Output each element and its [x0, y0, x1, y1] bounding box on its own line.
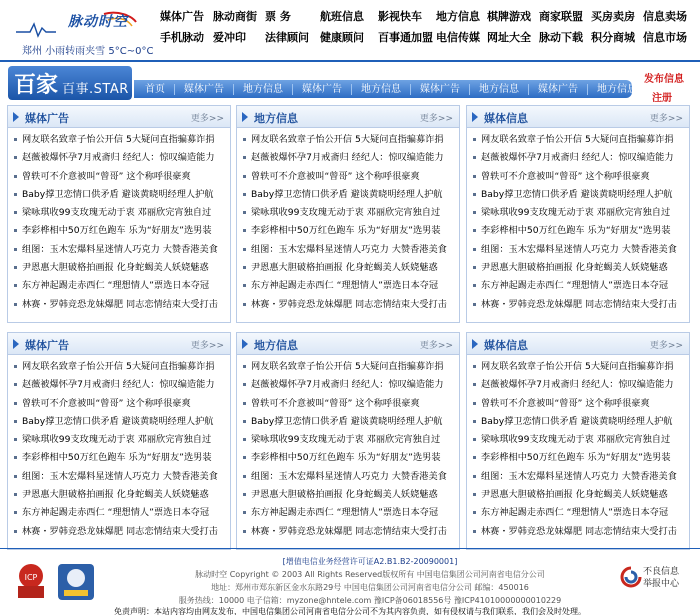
news-item[interactable] [473, 468, 683, 486]
bullet-icon [14, 420, 17, 423]
triangle-icon [13, 112, 19, 122]
triangle-icon [13, 339, 19, 349]
news-item[interactable] [243, 376, 453, 394]
news-item[interactable] [243, 395, 453, 413]
bullet-icon [14, 138, 17, 141]
news-item-text: 曾轶可不介意被叫“曾哥” 这个称呼很豪爽 [22, 170, 191, 182]
bullet-icon [243, 511, 246, 514]
brand-nav-item[interactable]: 地方信息 [470, 84, 529, 95]
news-item[interactable] [243, 204, 453, 222]
bullet-icon [473, 383, 476, 386]
news-item[interactable] [243, 523, 453, 541]
news-item[interactable] [243, 149, 453, 167]
news-item[interactable] [14, 131, 224, 149]
news-item-text: 东方神起踢走赤西仁 “理想情人”票选日本夺冠 [481, 507, 669, 519]
news-item[interactable] [473, 486, 683, 504]
bullet-icon [473, 493, 476, 496]
news-item-text: 组图：玉木宏爆料星迷情人巧克力 大赞香港美食 [481, 243, 677, 255]
news-item[interactable] [243, 504, 453, 522]
news-item[interactable] [243, 131, 453, 149]
news-item[interactable] [14, 376, 224, 394]
news-item[interactable] [243, 468, 453, 486]
news-item-text: 东方神起踢走赤西仁 “理想情人”票选日本夺冠 [22, 280, 210, 292]
news-item-text: Baby撑卫恋情口供矛盾 避谈黄晓明经理人护航 [251, 188, 443, 200]
more-link[interactable]: 更多>> [419, 114, 453, 124]
news-item[interactable] [14, 277, 224, 295]
footer-address: 地址：郑州市郑东新区金水东路29号 中国电信集团公司河南省电信分公司 邮编：450016 [211, 583, 529, 592]
news-item-text: 曾轶可不介意被叫“曾哥” 这个称呼很豪爽 [251, 170, 420, 182]
more-link[interactable]: 更多>> [190, 341, 224, 351]
bullet-icon [473, 402, 476, 405]
news-item[interactable] [14, 149, 224, 167]
news-item-text: 组图：玉木宏爆料星迷情人巧克力 大赞香港美食 [22, 470, 218, 482]
panel-header [237, 106, 459, 128]
bullet-icon [473, 175, 476, 178]
top-nav-item[interactable]: 脉动商街 [213, 10, 257, 23]
news-item-text: 赵薇被爆怀孕7月戒斋归 经纪人：惊叹编造能力 [22, 152, 215, 164]
news-item-text: 李彩桦相中50万红色跑车 乐为“好朋友”选男装 [251, 225, 441, 237]
news-item-text: 网友联名致章子怡公开信 5大疑问直指骗募诈捐 [251, 361, 444, 372]
news-item-text: 曾轶可不介意被叫“曾哥” 这个称呼很豪爽 [481, 170, 650, 182]
bullet-icon [14, 456, 17, 459]
weather-text: 郑州 小雨转雨夹雪 5°C~0°C [22, 46, 154, 57]
news-item[interactable] [243, 431, 453, 449]
top-nav-item[interactable]: 积分商城 [591, 31, 635, 44]
news-item[interactable] [14, 449, 224, 467]
bullet-icon [243, 175, 246, 178]
bullet-icon [243, 530, 246, 533]
news-item-text: 东方神起踢走赤西仁 “理想情人”票选日本夺冠 [251, 507, 439, 519]
bullet-icon [243, 383, 246, 386]
panel-title: 地方信息 [254, 112, 298, 125]
bullet-icon [243, 303, 246, 306]
news-panel [7, 332, 231, 550]
news-item[interactable] [473, 222, 683, 240]
news-item[interactable] [473, 204, 683, 222]
news-item-text: 赵薇被爆怀孕7月戒斋归 经纪人：惊叹编造能力 [22, 379, 215, 391]
news-item[interactable] [14, 241, 224, 259]
bullet-icon [473, 303, 476, 306]
panel-header [8, 106, 230, 128]
news-list [8, 355, 230, 541]
news-item-text: 尹恩惠大胆破格拍画报 化身蛇蝎美人妖娆魅惑 [22, 489, 209, 501]
news-panel [236, 105, 460, 323]
bullet-icon [243, 211, 246, 214]
site-logo[interactable] [16, 6, 156, 58]
triangle-icon [472, 112, 478, 122]
bullet-icon [243, 438, 246, 441]
bullet-icon [14, 284, 17, 287]
news-item[interactable] [473, 186, 683, 204]
top-nav [160, 8, 695, 50]
footer-copyright: 脉动时空 Copyright © 2003 All Rights Reserved版权所有 中国电信集团公司河南省电信分公司 [195, 570, 545, 579]
news-item[interactable] [243, 449, 453, 467]
panel-title: 媒体广告 [25, 339, 69, 352]
news-list [237, 128, 459, 314]
news-item-text: Baby撑卫恋情口供矛盾 避谈黄晓明经理人护航 [22, 415, 214, 427]
panel-header [467, 333, 689, 355]
news-item-text: 组图：玉木宏爆料星迷情人巧克力 大赞香港美食 [251, 243, 447, 255]
report-center-link[interactable] [643, 566, 679, 590]
bullet-icon [14, 229, 17, 232]
bullet-icon [14, 511, 17, 514]
panel-title: 媒体信息 [484, 339, 528, 352]
bullet-icon [243, 420, 246, 423]
brand-nav-item[interactable]: 媒体广告 [293, 84, 352, 95]
news-item[interactable] [473, 376, 683, 394]
top-nav-row-1 [160, 8, 695, 28]
panel-title: 媒体信息 [484, 112, 528, 125]
news-item-text: 林赛・罗韩竞恐龙妹爆肥 同志恋情结束大受打击 [481, 525, 677, 537]
news-item[interactable] [473, 504, 683, 522]
bullet-icon [243, 156, 246, 159]
top-nav-item[interactable]: 棋牌游戏 [487, 10, 531, 23]
news-item[interactable] [14, 204, 224, 222]
news-item-text: Baby撑卫恋情口供矛盾 避谈黄晓明经理人护航 [22, 188, 214, 200]
news-item-text: 赵薇被爆怀孕7月戒斋归 经纪人：惊叹编造能力 [481, 379, 674, 391]
footer-info [130, 555, 610, 607]
bullet-icon [473, 138, 476, 141]
bullet-icon [473, 211, 476, 214]
news-item[interactable] [473, 296, 683, 314]
news-item-text: 东方神起踢走赤西仁 “理想情人”票选日本夺冠 [251, 280, 439, 292]
news-item[interactable] [473, 358, 683, 376]
news-item[interactable] [14, 296, 224, 314]
more-link[interactable]: 更多>> [649, 114, 683, 124]
news-item-text: 曾轶可不介意被叫“曾哥” 这个称呼很豪爽 [251, 397, 420, 409]
footer-disclaimer: 免责声明：本站内容均由网友发布，中国电信集团公司河南省电信分公司不为其内容负责，如有侵权请与我们联系，我们会及时处理。 [114, 607, 586, 615]
footer-divider [0, 548, 700, 549]
news-item[interactable] [473, 449, 683, 467]
bullet-icon [14, 211, 17, 214]
bullet-icon [473, 266, 476, 269]
news-item-text: 梁咏琪收99支玫瑰无动于衷 邓丽欣完宵独自过 [481, 434, 671, 446]
bullet-icon [14, 193, 17, 196]
news-item[interactable] [14, 413, 224, 431]
news-item-text: 尹恩惠大胆破格拍画报 化身蛇蝎美人妖娆魅惑 [481, 262, 668, 274]
news-item-text: 梁咏琪收99支玫瑰无动于衷 邓丽欣完宵独自过 [251, 434, 441, 446]
top-nav-item[interactable]: 信息卖场 [643, 10, 687, 23]
news-item[interactable] [14, 431, 224, 449]
top-nav-item[interactable]: 媒体广告 [160, 10, 204, 23]
triangle-icon [472, 339, 478, 349]
top-nav-item[interactable]: 健康顾问 [320, 31, 364, 44]
news-item-text: 组图：玉木宏爆料星迷情人巧克力 大赞香港美食 [22, 243, 218, 255]
news-item-text: Baby撑卫恋情口供矛盾 避谈黄晓明经理人护航 [481, 188, 673, 200]
bullet-icon [243, 138, 246, 141]
news-item[interactable] [473, 431, 683, 449]
top-nav-item[interactable]: 脉动下载 [539, 31, 583, 44]
news-item-text: 林赛・罗韩竞恐龙妹爆肥 同志恋情结束大受打击 [22, 298, 218, 310]
news-item[interactable] [14, 259, 224, 277]
footer-contact: 服务热线：10000 电子信箱：myzone@hntele.com 豫ICP备06018556号 豫ICP41010000000010229 [178, 596, 562, 605]
news-list [467, 128, 689, 314]
top-nav-item[interactable]: 手机脉动 [160, 31, 204, 44]
top-nav-item[interactable]: 商家联盟 [539, 10, 583, 23]
bullet-icon [14, 493, 17, 496]
bullet-icon [14, 530, 17, 533]
news-item-text: 东方神起踢走赤西仁 “理想情人”票选日本夺冠 [481, 280, 669, 292]
brand-nav-item[interactable]: 媒体广告 [175, 84, 234, 95]
brand-nav-item-home[interactable]: 首页 [136, 84, 175, 95]
svg-text:ICP: ICP [24, 573, 38, 582]
footer-license[interactable]: [增值电信业务经营许可证A2.B1.B2-20090001] [282, 557, 458, 566]
brand-big-text: 百家 [14, 72, 59, 98]
news-item[interactable] [243, 259, 453, 277]
bullet-icon [473, 438, 476, 441]
news-item-text: 李彩桦相中50万红色跑车 乐为“好朋友”选男装 [22, 452, 212, 464]
panel-title: 媒体广告 [25, 112, 69, 125]
news-item[interactable] [473, 277, 683, 295]
icp-badge-icon[interactable] [14, 562, 48, 602]
news-panel [466, 332, 690, 550]
news-item[interactable] [473, 149, 683, 167]
more-link[interactable]: 更多>> [419, 341, 453, 351]
bullet-icon [473, 511, 476, 514]
news-item-text: 网友联名致章子怡公开信 5大疑问直指骗募诈捐 [481, 134, 674, 145]
bullet-icon [473, 229, 476, 232]
news-item[interactable] [14, 468, 224, 486]
top-nav-item[interactable]: 航班信息 [320, 10, 364, 23]
bullet-icon [473, 365, 476, 368]
bullet-icon [14, 383, 17, 386]
news-item[interactable] [243, 186, 453, 204]
more-link[interactable]: 更多>> [649, 341, 683, 351]
news-item[interactable] [243, 413, 453, 431]
bullet-icon [14, 365, 17, 368]
bullet-icon [14, 303, 17, 306]
news-item-text: 曾轶可不介意被叫“曾哥” 这个称呼很豪爽 [22, 397, 191, 409]
news-panel [7, 105, 231, 323]
brand-nav-item[interactable]: 媒体广告 [529, 84, 588, 95]
news-item-text: 网友联名致章子怡公开信 5大疑问直指骗募诈捐 [481, 361, 674, 372]
logo-text: 脉动时空 [68, 14, 128, 30]
news-item-text: 赵薇被爆怀孕7月戒斋归 经纪人：惊叹编造能力 [251, 152, 444, 164]
news-item[interactable] [473, 168, 683, 186]
brand-logo[interactable] [8, 66, 132, 100]
panel-header [8, 333, 230, 355]
news-item[interactable] [243, 277, 453, 295]
news-item[interactable] [473, 523, 683, 541]
news-item[interactable] [243, 486, 453, 504]
top-nav-item[interactable]: 影视快车 [378, 10, 422, 23]
top-nav-item[interactable]: 地方信息 [436, 10, 480, 23]
header-divider [0, 60, 700, 62]
news-item-text: 梁咏琪收99支玫瑰无动于衷 邓丽欣完宵独自过 [481, 207, 671, 219]
top-nav-item[interactable]: 买房卖房 [591, 10, 635, 23]
bullet-icon [243, 266, 246, 269]
news-item[interactable] [473, 259, 683, 277]
news-item[interactable] [243, 168, 453, 186]
bullet-icon [243, 284, 246, 287]
bullet-icon [243, 248, 246, 251]
bullet-icon [473, 456, 476, 459]
news-item-text: 林赛・罗韩竞恐龙妹爆肥 同志恋情结束大受打击 [481, 298, 677, 310]
news-item-text: 赵薇被爆怀孕7月戒斋归 经纪人：惊叹编造能力 [481, 152, 674, 164]
news-item[interactable] [243, 241, 453, 259]
news-item-text: 梁咏琪收99支玫瑰无动于衷 邓丽欣完宵独自过 [22, 434, 212, 446]
news-list [8, 128, 230, 314]
news-list [237, 355, 459, 541]
police-badge-icon[interactable] [56, 560, 96, 604]
bullet-icon [473, 193, 476, 196]
bullet-icon [243, 456, 246, 459]
report-line-1: 不良信息 [643, 567, 680, 577]
news-item-text: 组图：玉木宏爆料星迷情人巧克力 大赞香港美食 [251, 470, 447, 482]
news-item-text: 尹恩惠大胆破格拍画报 化身蛇蝎美人妖娆魅惑 [22, 262, 209, 274]
report-line-2: 举报中心 [643, 579, 680, 589]
panel-header [467, 106, 689, 128]
news-item[interactable] [14, 168, 224, 186]
panel-title: 地方信息 [254, 339, 298, 352]
triangle-icon [242, 112, 248, 122]
bullet-icon [243, 493, 246, 496]
bullet-icon [473, 284, 476, 287]
bullet-icon [473, 420, 476, 423]
bullet-icon [473, 475, 476, 478]
news-item-text: 网友联名致章子怡公开信 5大疑问直指骗募诈捐 [22, 134, 215, 145]
panel-header [237, 333, 459, 355]
bullet-icon [243, 475, 246, 478]
news-item-text: 林赛・罗韩竞恐龙妹爆肥 同志恋情结束大受打击 [251, 525, 447, 537]
news-item-text: 梁咏琪收99支玫瑰无动于衷 邓丽欣完宵独自过 [251, 207, 441, 219]
news-panel [466, 105, 690, 323]
brand-nav-item[interactable]: 地方信息 [352, 84, 411, 95]
bullet-icon [14, 156, 17, 159]
register-link[interactable]: 注册 [652, 93, 672, 104]
news-item-text: 林赛・罗韩竞恐龙妹爆肥 同志恋情结束大受打击 [251, 298, 447, 310]
news-panel [236, 332, 460, 550]
news-item-text: 李彩桦相中50万红色跑车 乐为“好朋友”选男装 [22, 225, 212, 237]
triangle-icon [242, 339, 248, 349]
bullet-icon [473, 248, 476, 251]
news-item-text: 东方神起踢走赤西仁 “理想情人”票选日本夺冠 [22, 507, 210, 519]
news-item[interactable] [14, 358, 224, 376]
brand-nav-item[interactable]: 媒体广告 [411, 84, 470, 95]
news-list [467, 355, 689, 541]
brand-nav [136, 80, 646, 98]
news-item-text: Baby撑卫恋情口供矛盾 避谈黄晓明经理人护航 [251, 415, 443, 427]
bullet-icon [14, 438, 17, 441]
bullet-icon [14, 266, 17, 269]
brand-nav-item[interactable]: 地方信息 [234, 84, 293, 95]
bullet-icon [473, 156, 476, 159]
top-nav-item[interactable]: 电信传媒 [436, 31, 480, 44]
news-item-text: 赵薇被爆怀孕7月戒斋归 经纪人：惊叹编造能力 [251, 379, 444, 391]
top-nav-row-2 [160, 29, 695, 49]
report-center-icon[interactable] [620, 566, 642, 588]
news-item[interactable] [473, 131, 683, 149]
news-item[interactable] [473, 241, 683, 259]
bullet-icon [14, 402, 17, 405]
bullet-icon [243, 193, 246, 196]
news-item-text: 尹恩惠大胆破格拍画报 化身蛇蝎美人妖娆魅惑 [251, 262, 438, 274]
news-item[interactable] [473, 395, 683, 413]
bullet-icon [14, 248, 17, 251]
news-item-text: 李彩桦相中50万红色跑车 乐为“好朋友”选男装 [251, 452, 441, 464]
news-item-text: 尹恩惠大胆破格拍画报 化身蛇蝎美人妖娆魅惑 [251, 489, 438, 501]
bullet-icon [473, 530, 476, 533]
bullet-icon [243, 229, 246, 232]
brand-nav-item[interactable]: 地方信息 [597, 83, 637, 95]
news-item[interactable] [243, 222, 453, 240]
news-item-text: 梁咏琪收99支玫瑰无动于衷 邓丽欣完宵独自过 [22, 207, 212, 219]
top-nav-item[interactable]: 网址大全 [487, 31, 531, 44]
bullet-icon [243, 402, 246, 405]
news-item[interactable] [14, 222, 224, 240]
bullet-icon [14, 475, 17, 478]
news-item[interactable] [14, 186, 224, 204]
news-item-text: 李彩桦相中50万红色跑车 乐为“好朋友”选男装 [481, 452, 671, 464]
news-item-text: Baby撑卫恋情口供矛盾 避谈黄晓明经理人护航 [481, 415, 673, 427]
news-item-text: 李彩桦相中50万红色跑车 乐为“好朋友”选男装 [481, 225, 671, 237]
news-item-text: 组图：玉木宏爆料星迷情人巧克力 大赞香港美食 [481, 470, 677, 482]
top-nav-item[interactable]: 百事通加盟 [378, 31, 433, 44]
top-nav-item[interactable]: 法律顾问 [265, 31, 309, 44]
news-item[interactable] [243, 296, 453, 314]
news-item[interactable] [14, 395, 224, 413]
news-item-text: 曾轶可不介意被叫“曾哥” 这个称呼很豪爽 [481, 397, 650, 409]
top-nav-item[interactable]: 票 务 [265, 10, 291, 23]
bullet-icon [14, 175, 17, 178]
news-item[interactable] [14, 523, 224, 541]
bullet-icon [243, 365, 246, 368]
top-nav-item[interactable]: 爱冲印 [213, 31, 246, 44]
news-item-text: 网友联名致章子怡公开信 5大疑问直指骗募诈捐 [251, 134, 444, 145]
top-nav-item[interactable]: 信息市场 [643, 31, 687, 44]
news-item-text: 尹恩惠大胆破格拍画报 化身蛇蝎美人妖娆魅惑 [481, 489, 668, 501]
news-item[interactable] [243, 358, 453, 376]
news-item-text: 网友联名致章子怡公开信 5大疑问直指骗募诈捐 [22, 361, 215, 372]
publish-info-link[interactable]: 发布信息 [644, 74, 684, 85]
news-item[interactable] [473, 413, 683, 431]
brand-small-text: 百事.STAR [62, 82, 129, 97]
news-item[interactable] [14, 504, 224, 522]
more-link[interactable]: 更多>> [190, 114, 224, 124]
news-item-text: 林赛・罗韩竞恐龙妹爆肥 同志恋情结束大受打击 [22, 525, 218, 537]
news-item[interactable] [14, 486, 224, 504]
